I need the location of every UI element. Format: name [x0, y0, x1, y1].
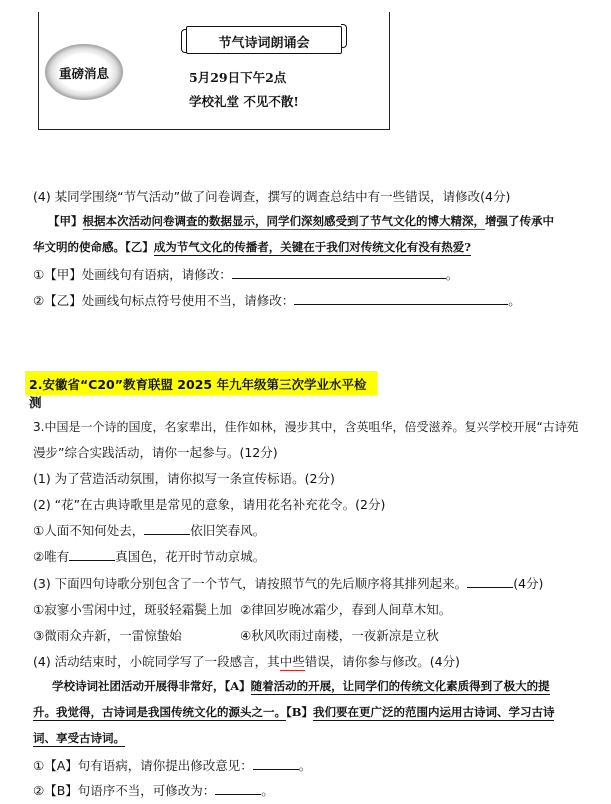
q3-part2-a	[33, 521, 265, 539]
underlined-sentence-jia: 根据本次活动问卷调查的数据显示，同学们深刻感受到了节气文化的博大精深，	[82, 214, 485, 228]
q3-intro-line2: 漫步”综合实践活动，请你一起参与。(12分)	[33, 445, 278, 460]
q4-sub1-text: ①【甲】处画线句有语病，请修改：	[33, 267, 232, 282]
q3-part4-marked: 中些	[279, 654, 305, 669]
answer-blank[interactable]	[215, 794, 261, 795]
answer-blank[interactable]	[253, 769, 299, 770]
q3-part4	[33, 652, 460, 670]
q3-sub-a-end: 。	[298, 758, 312, 773]
q3-part2-a-pre: ①人面不知何处去，	[33, 523, 145, 538]
q3-part2-b-pre: ②唯有	[33, 549, 70, 564]
underlined-sentence-yi: 成为节气文化的传播者，关键在于我们对传统文化有没有热爱?	[153, 240, 471, 254]
tag-b: 【B】	[286, 705, 313, 719]
poster-banner-title: 节气诗词朗诵会	[218, 36, 310, 51]
q3-passage-line3	[33, 730, 125, 746]
answer-blank[interactable]	[232, 278, 446, 279]
underlined-sentence-a: 随着活动的开展，让同学们的传统文化素质得到了极大的提	[250, 679, 550, 693]
q4-sub2	[33, 291, 521, 309]
poster-time: 5月29日下午2点	[189, 70, 287, 85]
q3-option-4: ④秋风吹雨过南楼，一夜新凉是立秋	[240, 628, 439, 643]
q4-sub1-end: 。	[445, 267, 459, 282]
q3-part2-b-post: 真国色，花开时节动京城。	[115, 549, 266, 564]
passage-text: 学校诗词社团活动开展得非常好，【A】	[52, 679, 251, 693]
section-heading	[25, 371, 377, 410]
poster-image	[38, 12, 390, 130]
tag-jia: 【甲】	[48, 214, 83, 228]
answer-blank[interactable]	[467, 587, 513, 588]
q3-part3	[33, 574, 543, 592]
q3-part3-pre: (3) 下面四句诗歌分别包含了一个节气，请按照节气的先后顺序将其排列起来。	[33, 576, 468, 591]
underlined-sentence-b: 我们要在更广泛的范围内运用古诗词、学习古诗	[312, 705, 555, 719]
q3-option-2: ②律回岁晚冰霜少，春到人间草木知。	[240, 602, 452, 617]
poster-badge	[45, 44, 123, 100]
q3-sub-a	[33, 756, 311, 774]
q4-passage-line2	[33, 239, 471, 255]
answer-blank[interactable]	[144, 534, 190, 535]
q3-part1: (1) 为了营造活动氛围，请你拟写一条宣传标语。(2分)	[33, 471, 335, 486]
q3-intro-line1: 3.中国是一个诗的国度，名家辈出，佳作如林，漫步其中，含英咀华，倍受滋养。复兴学校开展“古诗苑	[33, 420, 579, 434]
q3-sub-b-end: 。	[261, 783, 274, 798]
q4-sub2-end: 。	[508, 293, 521, 308]
q3-part4-post: 错误，请你参与修改。(4分)	[304, 654, 460, 669]
answer-blank[interactable]	[69, 560, 115, 561]
q4-sub1	[33, 265, 458, 283]
q4-sub2-text: ②【乙】处画线句标点符号使用不当，请修改：	[33, 293, 295, 308]
q3-passage-line1	[52, 678, 550, 694]
q3-part3-post: (4分)	[513, 576, 544, 591]
underlined-sentence-a-end: 升。我觉得，古诗词是我国传统文化的源头之一。	[33, 705, 286, 719]
q3-passage-line2	[33, 704, 554, 720]
passage-text: 华文明的使命感。【乙】	[33, 240, 154, 254]
underlined-sentence-b-end: 词、享受古诗词。	[33, 731, 125, 745]
q4-stem: (4) 某同学围绕“节气活动”做了问卷调查，撰写的调查总结中有一些错误，请修改(4分)	[33, 189, 511, 204]
poster-badge-text: 重磅消息	[58, 66, 109, 81]
q3-option-3: ③微雨众卉新，一雷惊蛰始	[33, 628, 182, 643]
passage-text: 增强了传承中	[485, 214, 554, 228]
section-heading-text: 2.安徽省“C20”教育联盟 2025 年九年级第三次学业水平检测	[29, 377, 367, 410]
q3-part2-b	[33, 547, 265, 565]
q3-option-1: ①寂寥小雪闲中过，斑驳轻霜鬓上加	[33, 602, 232, 617]
q3-part2-a-post: 依旧笑春风。	[190, 523, 266, 538]
poster-banner	[186, 26, 342, 54]
answer-blank[interactable]	[294, 304, 508, 305]
q4-passage-line1	[48, 213, 554, 229]
poster-venue: 学校礼堂 不见不散!	[189, 94, 299, 109]
q3-part2: (2) “花”在古典诗歌里是常见的意象，请用花名补充花令。(2分)	[33, 497, 386, 512]
q3-sub-a-text: ①【A】句有语病，请你提出修改意见：	[33, 758, 253, 773]
q3-sub-b-text: ②【B】句语序不当，可修改为：	[33, 783, 216, 798]
q3-sub-b	[33, 781, 274, 799]
q3-part4-pre: (4) 活动结束时，小皖同学写了一段感言，其	[33, 654, 280, 669]
